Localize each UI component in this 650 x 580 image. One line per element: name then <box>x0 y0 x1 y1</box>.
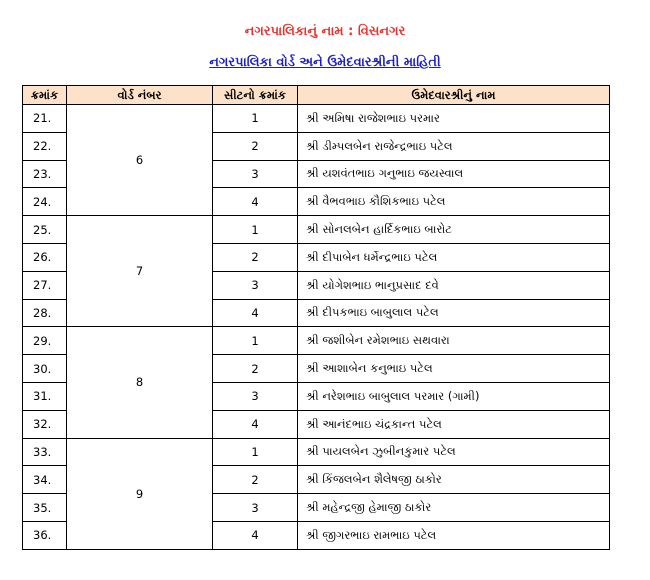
seat-number-cell: 4 <box>213 299 298 327</box>
serial-number-cell: 34. <box>23 466 67 494</box>
serial-number-cell: 31. <box>23 382 67 410</box>
candidate-name-cell: શ્રી યશવંતભાઇ ગનુભાઇ જયસ્વાલ <box>298 160 610 188</box>
candidate-name-cell: શ્રી યોગેશભાઇ ભાનુપ્રસાદ દવે <box>298 271 610 299</box>
seat-number-cell: 1 <box>213 327 298 355</box>
ward-number-cell: 6 <box>67 105 213 216</box>
candidate-name-cell: શ્રી આશાબેન કનુભાઇ પટેલ <box>298 355 610 383</box>
table-row <box>23 438 610 466</box>
seat-number-cell: 1 <box>213 438 298 466</box>
serial-number-cell: 24. <box>23 188 67 216</box>
table-body <box>23 105 610 550</box>
serial-number-cell: 26. <box>23 243 67 271</box>
serial-number-cell: 29. <box>23 327 67 355</box>
candidate-name-cell: શ્રી નરેશભાઇ બાબુલાલ પરમાર (ગામી) <box>298 382 610 410</box>
ward-number-cell: 9 <box>67 438 213 549</box>
table-row <box>23 105 610 133</box>
candidate-name-cell: શ્રી આનંદભાઇ ચંદ્રકાન્ત પટેલ <box>298 410 610 438</box>
candidate-name-cell: શ્રી અમિષા રાજેશભાઇ પરમાર <box>298 105 610 133</box>
seat-number-cell: 2 <box>213 466 298 494</box>
candidate-name-cell: શ્રી કિંજલબેન શૈલેષજી ઠાકોર <box>298 466 610 494</box>
serial-number-cell: 21. <box>23 105 67 133</box>
candidate-name-cell: શ્રી દીપકભાઇ બાબુલાલ પટેલ <box>298 299 610 327</box>
serial-number-cell: 36. <box>23 521 67 549</box>
serial-number-cell: 25. <box>23 216 67 244</box>
table-row <box>23 216 610 244</box>
serial-number-cell: 22. <box>23 132 67 160</box>
page-title <box>0 24 650 39</box>
seat-number-cell: 1 <box>213 216 298 244</box>
seat-number-cell: 3 <box>213 494 298 522</box>
seat-number-cell: 2 <box>213 243 298 271</box>
serial-number-cell: 27. <box>23 271 67 299</box>
candidate-name-cell: શ્રી પાયલબેન ઝુબીનકુમાર પટેલ <box>298 438 610 466</box>
seat-number-cell: 2 <box>213 355 298 383</box>
header-seat-number: સીટનો ક્રમાંક <box>213 86 298 105</box>
page-subtitle: નગરપાલિકા વોર્ડ અને ઉમેદવારશ્રીની માહિતી <box>209 55 441 70</box>
seat-number-cell: 1 <box>213 105 298 133</box>
serial-number-cell: 30. <box>23 355 67 383</box>
table-header-row <box>23 86 610 105</box>
header-serial-number: ક્રમાંક <box>23 86 67 105</box>
serial-number-cell: 23. <box>23 160 67 188</box>
title-prefix: નગરપાલિકાનું નામ : <box>244 24 358 39</box>
ward-number-cell: 7 <box>67 216 213 327</box>
serial-number-cell: 33. <box>23 438 67 466</box>
ward-number-cell: 8 <box>67 327 213 438</box>
candidates-table <box>22 85 610 550</box>
seat-number-cell: 3 <box>213 382 298 410</box>
header-candidate-name: ઉમેદવારશ્રીનું નામ <box>298 86 610 105</box>
municipality-name: વિસનગર <box>357 24 406 39</box>
candidate-name-cell: શ્રી વૈભવભાઇ કૌશિકભાઇ પટેલ <box>298 188 610 216</box>
candidate-name-cell: શ્રી દીપાબેન ધર્મેન્દ્રભાઇ પટેલ <box>298 243 610 271</box>
candidate-name-cell: શ્રી મહેન્દ્રજી હેમાજી ઠાકોર <box>298 494 610 522</box>
serial-number-cell: 35. <box>23 494 67 522</box>
seat-number-cell: 4 <box>213 410 298 438</box>
seat-number-cell: 3 <box>213 160 298 188</box>
candidate-name-cell: શ્રી જીગરભાઇ રામભાઇ પટેલ <box>298 521 610 549</box>
seat-number-cell: 4 <box>213 188 298 216</box>
seat-number-cell: 3 <box>213 271 298 299</box>
serial-number-cell: 32. <box>23 410 67 438</box>
candidate-name-cell: શ્રી ડીમ્પલબેન રાજેન્દ્રભાઇ પટેલ <box>298 132 610 160</box>
candidate-name-cell: શ્રી જશીબેન રમેશભાઇ સથવારા <box>298 327 610 355</box>
table-row <box>23 327 610 355</box>
serial-number-cell: 28. <box>23 299 67 327</box>
seat-number-cell: 4 <box>213 521 298 549</box>
candidate-name-cell: શ્રી સોનલબેન હાર્દિકભાઇ બારોટ <box>298 216 610 244</box>
header-ward-number: વોર્ડ નંબર <box>67 86 213 105</box>
seat-number-cell: 2 <box>213 132 298 160</box>
